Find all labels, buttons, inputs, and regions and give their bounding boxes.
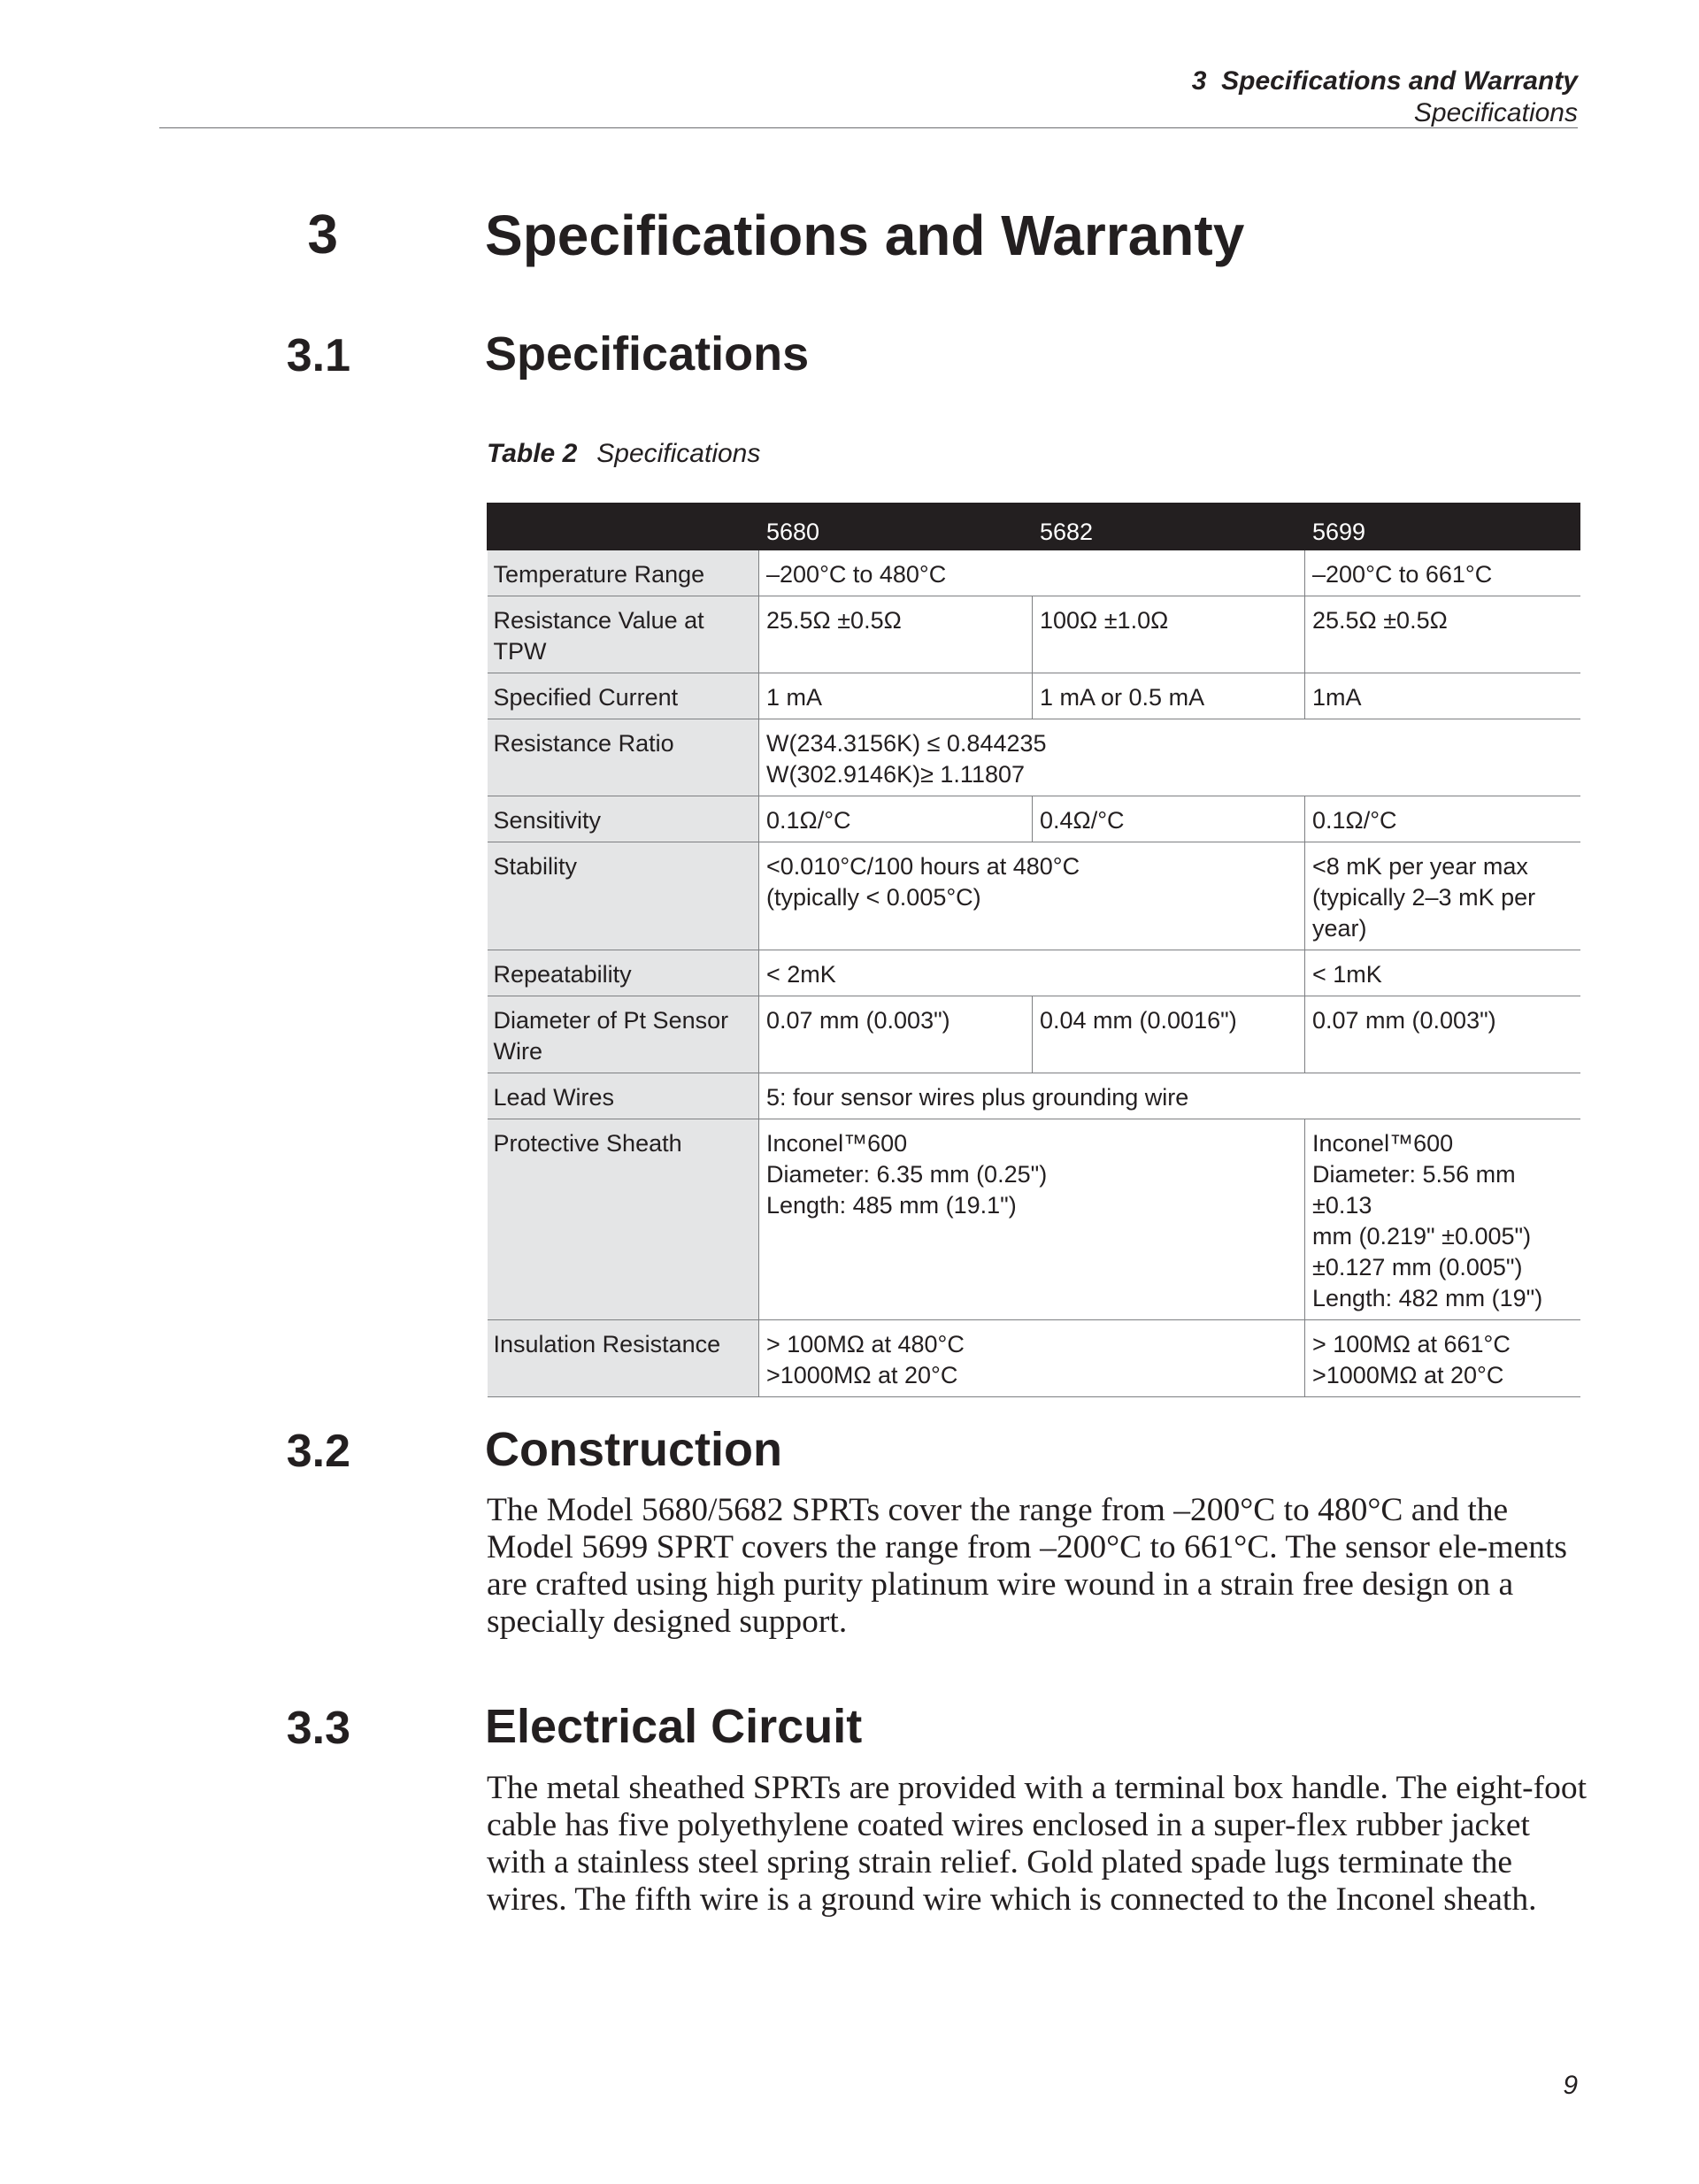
row-label-temperature-range: Temperature Range bbox=[488, 550, 759, 596]
row-label-protective-sheath: Protective Sheath bbox=[488, 1119, 759, 1320]
section-title-electrical-circuit: Electrical Circuit bbox=[485, 1700, 863, 1753]
section-number-3-1: 3.1 bbox=[286, 330, 350, 381]
row-label-specified-current: Specified Current bbox=[488, 673, 759, 719]
chapter-title: Specifications and Warranty bbox=[485, 204, 1245, 267]
cell-temperature-range-5680-5682: –200°C to 480°C bbox=[759, 550, 1305, 596]
row-label-repeatability: Repeatability bbox=[488, 950, 759, 996]
cell-insulation-resistance-5699: > 100MΩ at 661°C >1000MΩ at 20°C bbox=[1305, 1320, 1580, 1397]
row-label-sensitivity: Sensitivity bbox=[488, 796, 759, 842]
cell-sensitivity-5682: 0.4Ω/°C bbox=[1033, 796, 1305, 842]
cell-protective-sheath-5699: Inconel™600 Diameter: 5.56 mm ±0.13 mm (0.219" ±0.005") ±0.127 mm (0.005") Length: 482 mm (19") bbox=[1305, 1119, 1580, 1320]
row-label-resistance-value: Resistance Value at TPW bbox=[488, 596, 759, 673]
row-label-lead-wires: Lead Wires bbox=[488, 1073, 759, 1119]
cell-specified-current-5682: 1 mA or 0.5 mA bbox=[1033, 673, 1305, 719]
resistance-ratio-line-2: W(302.9146K)≥ 1.11807 bbox=[766, 761, 1026, 788]
table-row bbox=[488, 996, 1580, 1073]
cell-sensitivity-5680: 0.1Ω/°C bbox=[759, 796, 1033, 842]
cell-lead-wires: 5: four sensor wires plus grounding wire bbox=[759, 1073, 1580, 1119]
table-caption-text: Specifications bbox=[596, 439, 761, 468]
cell-stability-5680-5682: <0.010°C/100 hours at 480°C (typically < 0.005°C) bbox=[759, 842, 1305, 950]
specifications-table bbox=[487, 503, 1580, 1397]
section-title-specifications: Specifications bbox=[485, 327, 810, 381]
cell-temperature-range-5699: –200°C to 661°C bbox=[1305, 550, 1580, 596]
section-title-construction: Construction bbox=[485, 1423, 782, 1476]
table-caption-label: Table 2 bbox=[487, 439, 578, 468]
row-label-resistance-ratio: Resistance Ratio bbox=[488, 719, 759, 796]
table-row bbox=[488, 673, 1580, 719]
table-row bbox=[488, 719, 1580, 796]
cell-repeatability-5680-5682: < 2mK bbox=[759, 950, 1305, 996]
cell-sensitivity-5699: 0.1Ω/°C bbox=[1305, 796, 1580, 842]
section-number-3-3: 3.3 bbox=[286, 1703, 350, 1754]
cell-resistance-value-5680: 25.5Ω ±0.5Ω bbox=[759, 596, 1033, 673]
running-head-chapter: 3 Specifications and Warranty bbox=[1191, 66, 1578, 96]
table-row bbox=[488, 1073, 1580, 1119]
table-row bbox=[488, 796, 1580, 842]
cell-insulation-resistance-5680-5682: > 100MΩ at 480°C >1000MΩ at 20°C bbox=[759, 1320, 1305, 1397]
cell-repeatability-5699: < 1mK bbox=[1305, 950, 1580, 996]
page-number: 9 bbox=[1563, 2071, 1578, 2100]
table-row bbox=[488, 596, 1580, 673]
header-5682: 5682 bbox=[1033, 503, 1305, 550]
running-head-section: Specifications bbox=[1413, 98, 1578, 127]
cell-specified-current-5680: 1 mA bbox=[759, 673, 1033, 719]
row-label-insulation-resistance: Insulation Resistance bbox=[488, 1320, 759, 1397]
electrical-circuit-paragraph: The metal sheathed SPRTs are provided with a terminal box handle. The eight-foot cable has five polyethylene coated wires enclosed in a super-flex rubber jacket with a stainless steel spring strain relief. Gold plated spade lugs terminate the wires. The fifth wire is a ground wire which is connected to the Inconel sheath. bbox=[487, 1770, 1588, 1918]
cell-diameter-5699: 0.07 mm (0.003") bbox=[1305, 996, 1580, 1073]
header-5699: 5699 bbox=[1305, 503, 1580, 550]
cell-resistance-value-5699: 25.5Ω ±0.5Ω bbox=[1305, 596, 1580, 673]
table-row bbox=[488, 950, 1580, 996]
chapter-number: 3 bbox=[307, 204, 338, 265]
table-caption bbox=[487, 436, 760, 472]
table-header-row bbox=[488, 503, 1580, 550]
cell-diameter-5682: 0.04 mm (0.0016") bbox=[1033, 996, 1305, 1073]
row-label-diameter-pt-wire: Diameter of Pt Sensor Wire bbox=[488, 996, 759, 1073]
table-row bbox=[488, 550, 1580, 596]
section-number-3-2: 3.2 bbox=[286, 1426, 350, 1477]
cell-protective-sheath-5680-5682: Inconel™600 Diameter: 6.35 mm (0.25") Length: 485 mm (19.1") bbox=[759, 1119, 1305, 1320]
running-head bbox=[1192, 65, 1578, 129]
cell-stability-5699: <8 mK per year max (typically 2–3 mK per year) bbox=[1305, 842, 1580, 950]
header-rule bbox=[159, 127, 1578, 128]
cell-specified-current-5699: 1mA bbox=[1305, 673, 1580, 719]
cell-resistance-ratio bbox=[759, 719, 1580, 796]
header-5680: 5680 bbox=[759, 503, 1033, 550]
header-blank bbox=[488, 503, 759, 550]
cell-resistance-value-5682: 100Ω ±1.0Ω bbox=[1033, 596, 1305, 673]
row-label-stability: Stability bbox=[488, 842, 759, 950]
table-row bbox=[488, 1119, 1580, 1320]
table-row bbox=[488, 1320, 1580, 1397]
construction-paragraph: The Model 5680/5682 SPRTs cover the range from –200°C to 480°C and the Model 5699 SPRT covers the range from –200°C to 661°C. The sensor ele-ments are crafted using high purity platinum wire wound in a strain free design on a specially designed support. bbox=[487, 1492, 1567, 1640]
cell-diameter-5680: 0.07 mm (0.003") bbox=[759, 996, 1033, 1073]
resistance-ratio-line-1: W(234.3156K) ≤ 0.844235 bbox=[766, 730, 1047, 757]
table-row bbox=[488, 842, 1580, 950]
